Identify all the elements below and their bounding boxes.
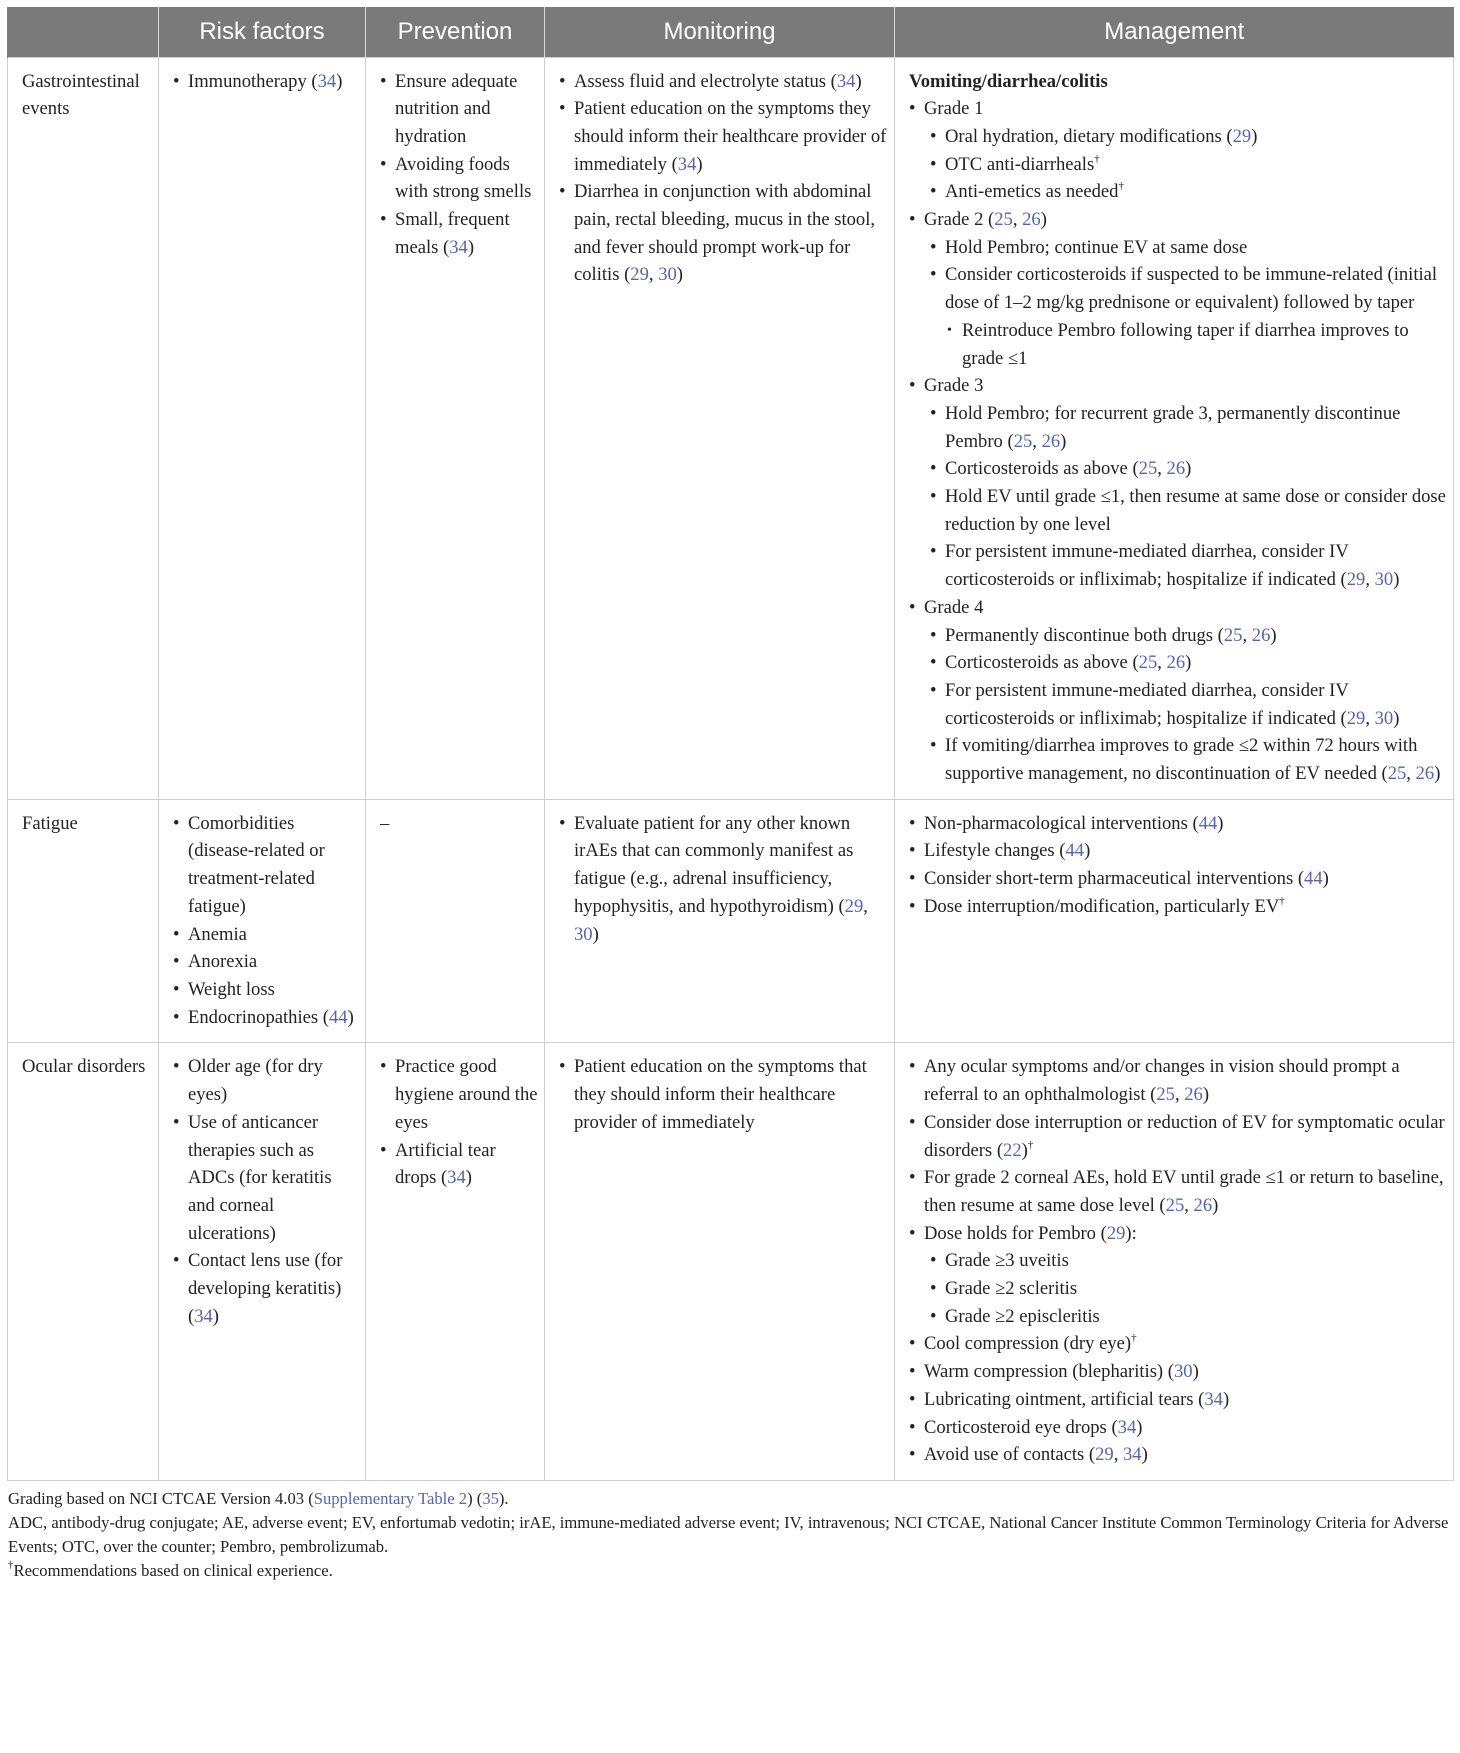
reference-link[interactable]: 30	[1173, 1361, 1193, 1383]
list-item: • For persistent immune-mediated diarrhea, consider IV corticosteroids or infliximab; hospitalize if indicated (29, 30)	[930, 677, 1447, 732]
table-row-fatigue	[8, 799, 1454, 1043]
reference-link[interactable]: 25	[1165, 1194, 1185, 1216]
dagger-mark: †	[1094, 152, 1100, 165]
grade-2-item: • Grade 2 (25, 26) • Hold Pembro; continue EV at same dose • Consider corticosteroids if suspected to be immune-related (initial dose of 1–2 mg/kg prednisone or equivalent) followed by taper • Reintroduce Pembro following taper if diarrhea improves to grade ≤1	[909, 206, 1447, 372]
reference-link[interactable]: 29	[630, 264, 649, 286]
list-item: • Older age (for dry eyes)	[173, 1053, 359, 1108]
list-item: • Warm compression (blepharitis) (30)	[909, 1358, 1447, 1386]
reference-link[interactable]: 29	[1095, 1444, 1114, 1466]
reference-link[interactable]: 25	[994, 209, 1013, 231]
reference-link[interactable]: 26	[1166, 652, 1186, 674]
reference-link[interactable]: 30	[574, 923, 593, 945]
reference-link[interactable]: 29	[1346, 707, 1366, 729]
reference-link[interactable]: 25	[1156, 1084, 1175, 1106]
list-item: • Use of anticancer therapies such as ADCs (for keratitis and corneal ulcerations)	[173, 1109, 359, 1248]
grade-3-item: • Grade 3 • Hold Pembro; for recurrent grade 3, permanently discontinue Pembro (25, 26) • Corticosteroids as above (25, 26) • Hold EV until grade ≤1, then resume at same dose or consider dose reduction by one level • For persistent immune-mediated diarrhea, consider IV corticosteroids or infliximab; hospitalize if indicated (29, 30)	[909, 372, 1447, 594]
list-item: • Patient education on the symptoms that they should inform their healthcare provider of immediately	[559, 1053, 888, 1136]
dagger-mark: †	[1279, 894, 1285, 907]
reference-link[interactable]: 25	[1013, 430, 1033, 452]
reference-link[interactable]: 30	[658, 264, 677, 286]
reference-link[interactable]: 29	[844, 895, 864, 917]
list-item: • For persistent immune-mediated diarrhea, consider IV corticosteroids or infliximab; hospitalize if indicated (29, 30)	[930, 538, 1447, 593]
management-cell	[895, 799, 1454, 1043]
reference-link[interactable]: 44	[1304, 868, 1323, 890]
reference-link[interactable]: 26	[1166, 458, 1186, 480]
reference-link[interactable]: 34	[194, 1305, 213, 1327]
list-item: • Hold Pembro; for recurrent grade 3, permanently discontinue Pembro (25, 26)	[930, 400, 1447, 455]
reference-link[interactable]: 25	[1138, 458, 1158, 480]
list-item: • Reintroduce Pembro following taper if diarrhea improves to grade ≤1	[947, 317, 1447, 372]
supplementary-table-link[interactable]: Supplementary Table 2	[313, 1488, 468, 1508]
list-item: • Comorbidities (disease-related or treatment-related fatigue)	[173, 810, 359, 921]
reference-link[interactable]: 26	[1022, 209, 1041, 231]
category-cell: Gastrointestinal events	[8, 57, 159, 799]
abbreviations-note: ADC, antibody-drug conjugate; AE, adverse event; EV, enfortumab vedotin; irAE, immune-mediated adverse event; IV, intravenous; NCI CTCAE, National Cancer Institute Common Terminology Criteria for Adverse Events; OTC, over the counter; Pembro, pembrolizumab.	[8, 1512, 1449, 1556]
list-item: • Lifestyle changes (44)	[909, 837, 1447, 865]
monitoring-cell	[545, 799, 895, 1043]
list-item: • Permanently discontinue both drugs (25, 26)	[930, 622, 1447, 650]
header-row	[8, 7, 1454, 57]
reference-link[interactable]: 25	[1138, 652, 1158, 674]
list-item: • For grade 2 corneal AEs, hold EV until grade ≤1 or return to baseline, then resume at same dose level (25, 26)	[909, 1164, 1447, 1219]
list-item: • Immunotherapy (34)	[173, 68, 359, 96]
list-item: • Endocrinopathies (44)	[173, 1004, 359, 1032]
list-item: • Lubricating ointment, artificial tears (34)	[909, 1386, 1447, 1414]
list-item: • Diarrhea in conjunction with abdominal pain, rectal bleeding, mucus in the stool, and fever should prompt work-up for colitis (29, 30)	[559, 178, 888, 289]
list-item: • Avoid use of contacts (29, 34)	[909, 1441, 1447, 1469]
list-item: • Small, frequent meals (34)	[380, 206, 538, 261]
reference-link[interactable]: 34	[449, 236, 468, 258]
list-item: • Any ocular symptoms and/or changes in vision should prompt a referral to an ophthalmologist (25, 26)	[909, 1053, 1447, 1108]
table-row-gastrointestinal	[8, 57, 1454, 799]
grade-4-item: • Grade 4 • Permanently discontinue both drugs (25, 26) • Corticosteroids as above (25, 26) • For persistent immune-mediated diarrhea, consider IV corticosteroids or infliximab; hospitalize if indicated (29, 30) • If vomiting/diarrhea improves to grade ≤2 within 72 hours with supportive management, no discontinuation of EV needed (25, 26)	[909, 594, 1447, 788]
reference-link[interactable]: 26	[1041, 430, 1061, 452]
list-item: • Grade ≥3 uveitis	[930, 1247, 1447, 1275]
list-item: • Practice good hygiene around the eyes	[380, 1053, 538, 1136]
header-monitoring: Monitoring	[545, 7, 895, 57]
list-item: • Consider corticosteroids if suspected to be immune-related (initial dose of 1–2 mg/kg prednisone or equivalent) followed by taper • Reintroduce Pembro following taper if diarrhea improves to grade ≤1	[930, 261, 1447, 372]
reference-link[interactable]: 34	[677, 153, 697, 175]
reference-link[interactable]: 26	[1415, 763, 1435, 785]
list-item: • Hold Pembro; continue EV at same dose	[930, 234, 1447, 262]
list-item: • Weight loss	[173, 976, 359, 1004]
prevention-cell: –	[366, 799, 545, 1043]
list-item: • Anemia	[173, 921, 359, 949]
reference-link[interactable]: 34	[1117, 1416, 1137, 1438]
list-item: • Ensure adequate nutrition and hydration	[380, 68, 538, 151]
grade-1-item: • Grade 1 • Oral hydration, dietary modifications (29) • OTC anti-diarrheals† • Anti-emetics as needed†	[909, 95, 1447, 206]
category-cell: Fatigue	[8, 799, 159, 1043]
reference-link[interactable]: 29	[1346, 569, 1366, 591]
risk-factors-cell	[159, 1043, 366, 1481]
list-item: • If vomiting/diarrhea improves to grade ≤2 within 72 hours with supportive management, no discontinuation of EV needed (25, 26)	[930, 732, 1447, 787]
reference-link[interactable]: 22	[1003, 1139, 1022, 1161]
management-cell	[895, 1043, 1454, 1481]
list-item: • Non-pharmacological interventions (44)	[909, 810, 1447, 838]
reference-link[interactable]: 34	[317, 70, 337, 92]
management-cell	[895, 57, 1454, 799]
risk-factors-cell	[159, 799, 366, 1043]
reference-link[interactable]: 26	[1184, 1084, 1203, 1106]
reference-link[interactable]: 44	[1198, 812, 1218, 834]
header-category	[8, 7, 159, 57]
table-footnotes	[7, 1487, 1455, 1583]
adverse-events-table	[7, 7, 1454, 1481]
header-prevention: Prevention	[366, 7, 545, 57]
list-item: • Cool compression (dry eye)†	[909, 1330, 1447, 1358]
reference-link[interactable]: 44	[1065, 840, 1085, 862]
reference-link[interactable]: 34	[836, 70, 856, 92]
reference-link[interactable]: 34	[447, 1167, 466, 1189]
header-management: Management	[895, 7, 1454, 57]
list-item: • Contact lens use (for developing keratitis) (34)	[173, 1247, 359, 1330]
monitoring-cell	[545, 1043, 895, 1481]
list-item: • Hold EV until grade ≤1, then resume at same dose or consider dose reduction by one level	[930, 483, 1447, 538]
table-row-ocular	[8, 1043, 1454, 1481]
list-item: • Patient education on the symptoms they should inform their healthcare provider of immediately (34)	[559, 95, 888, 178]
list-item: • Consider short-term pharmaceutical interventions (44)	[909, 865, 1447, 893]
list-item: • Dose holds for Pembro (29): • Grade ≥3 uveitis • Grade ≥2 scleritis • Grade ≥2 episcleritis	[909, 1220, 1447, 1331]
prevention-cell	[366, 57, 545, 799]
list-item: • Dose interruption/modification, particularly EV†	[909, 893, 1447, 921]
list-item: • Assess fluid and electrolyte status (34)	[559, 68, 888, 96]
list-item: • Anorexia	[173, 948, 359, 976]
dagger-note: †Recommendations based on clinical experience.	[8, 1558, 333, 1580]
dagger-mark: †	[1027, 1138, 1034, 1151]
reference-link[interactable]: 30	[1374, 707, 1394, 729]
dagger-mark: †	[1131, 1332, 1137, 1345]
prevention-cell	[366, 1043, 545, 1481]
dagger-mark: †	[1118, 180, 1124, 193]
list-item: • Grade ≥2 episcleritis	[930, 1303, 1447, 1331]
reference-link[interactable]: 35	[482, 1488, 499, 1508]
category-cell: Ocular disorders	[8, 1043, 159, 1481]
header-risk-factors: Risk factors	[159, 7, 366, 57]
management-heading: Vomiting/diarrhea/colitis	[909, 70, 1108, 92]
list-item: • Consider dose interruption or reduction of EV for symptomatic ocular disorders (22)†	[909, 1109, 1447, 1164]
list-item: • OTC anti-diarrheals†	[930, 151, 1447, 179]
reference-link[interactable]: 34	[1122, 1444, 1142, 1466]
list-item: • Oral hydration, dietary modifications (29)	[930, 123, 1447, 151]
list-item: • Evaluate patient for any other known irAEs that can commonly manifest as fatigue (e.g., adrenal insufficiency, hypophysitis, and hypothyroidism) (29, 30)	[559, 810, 888, 949]
reference-link[interactable]: 30	[1374, 569, 1394, 591]
monitoring-cell	[545, 57, 895, 799]
list-item: • Anti-emetics as needed†	[930, 178, 1447, 206]
reference-link[interactable]: 26	[1251, 624, 1271, 646]
reference-link[interactable]: 26	[1193, 1194, 1213, 1216]
grading-note: Grading based on NCI CTCAE Version 4.03 (Supplementary Table 2) (35).	[8, 1488, 509, 1508]
reference-link[interactable]: 29	[1106, 1222, 1126, 1244]
reference-link[interactable]: 34	[1204, 1388, 1223, 1410]
list-item: • Avoiding foods with strong smells	[380, 151, 538, 206]
list-item: • Corticosteroids as above (25, 26)	[930, 455, 1447, 483]
risk-factors-cell	[159, 57, 366, 799]
reference-link[interactable]: 29	[1232, 125, 1252, 147]
reference-link[interactable]: 25	[1387, 763, 1407, 785]
list-item: • Artificial tear drops (34)	[380, 1137, 538, 1192]
list-item: • Corticosteroids as above (25, 26)	[930, 649, 1447, 677]
reference-link[interactable]: 44	[328, 1006, 348, 1028]
reference-link[interactable]: 25	[1223, 624, 1243, 646]
list-item: • Grade ≥2 scleritis	[930, 1275, 1447, 1303]
dagger-mark: †	[8, 1558, 14, 1571]
list-item: • Corticosteroid eye drops (34)	[909, 1414, 1447, 1442]
